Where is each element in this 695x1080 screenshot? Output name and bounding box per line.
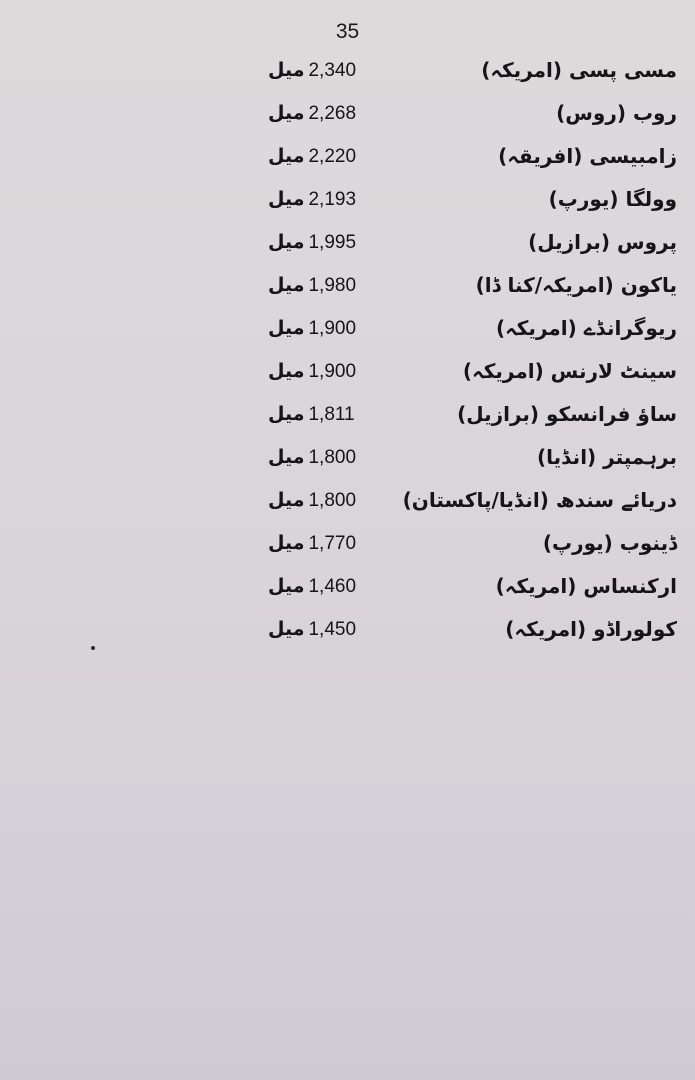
- river-distance: [268, 55, 368, 86]
- river-row: [0, 268, 695, 311]
- river-distance: [268, 399, 368, 430]
- distance-value: 1,980: [308, 275, 357, 296]
- distance-value: 2,268: [308, 103, 357, 124]
- distance-unit: میل: [268, 102, 305, 124]
- river-row: [0, 612, 695, 655]
- distance-value: 1,770: [308, 533, 357, 554]
- river-distance: [268, 98, 368, 129]
- river-row: [0, 53, 695, 96]
- river-name: یاکون (امریکہ/کنا ڈا): [475, 273, 677, 297]
- river-name: وولگا (یورپ): [548, 187, 677, 211]
- distance-unit: میل: [268, 188, 305, 210]
- river-name: کولوراڈو (امریکہ): [505, 617, 677, 641]
- distance-unit: میل: [268, 274, 305, 296]
- distance-value: 1,800: [308, 447, 357, 468]
- distance-unit: میل: [268, 532, 305, 554]
- river-length-list: [0, 53, 695, 655]
- river-row: [0, 440, 695, 483]
- distance-value: 1,800: [308, 490, 357, 511]
- river-distance: [268, 270, 368, 301]
- river-row: [0, 311, 695, 354]
- distance-value: 2,193: [308, 189, 357, 210]
- river-distance: [268, 227, 368, 258]
- distance-unit: میل: [268, 489, 305, 511]
- river-row: [0, 526, 695, 569]
- stray-dot: [91, 646, 95, 650]
- river-distance: [268, 571, 368, 602]
- distance-unit: میل: [268, 360, 305, 382]
- river-row: [0, 96, 695, 139]
- river-row: [0, 569, 695, 612]
- river-name: مسی پسی (امریکہ): [481, 58, 677, 82]
- river-name: روب (روس): [556, 101, 677, 125]
- distance-unit: میل: [268, 446, 305, 468]
- distance-unit: میل: [268, 59, 305, 81]
- river-distance: [268, 614, 368, 645]
- distance-unit: میل: [268, 575, 305, 597]
- distance-unit: میل: [268, 403, 305, 425]
- river-distance: [268, 184, 368, 215]
- river-name: ڈینوب (یورپ): [542, 531, 677, 555]
- river-distance: [268, 442, 368, 473]
- distance-unit: میل: [268, 145, 305, 167]
- river-row: [0, 397, 695, 440]
- distance-value: 1,900: [308, 361, 357, 382]
- river-name: پروس (برازیل): [528, 230, 677, 254]
- page-number: 35: [335, 20, 360, 43]
- distance-value: 2,340: [308, 60, 357, 81]
- river-name: ریوگرانڈے (امریکہ): [495, 316, 677, 340]
- river-distance: [268, 528, 368, 559]
- distance-value: 1,995: [308, 232, 357, 253]
- distance-value: 1,460: [308, 576, 357, 597]
- river-row: [0, 139, 695, 182]
- river-name: برہمپتر (انڈیا): [536, 445, 677, 469]
- distance-unit: میل: [268, 618, 305, 640]
- river-distance: [268, 141, 368, 172]
- river-distance: [268, 485, 368, 516]
- distance-value: 2,220: [308, 146, 357, 167]
- distance-value: 1,900: [308, 318, 357, 339]
- river-name: سینٹ لارنس (امریکہ): [462, 359, 677, 383]
- distance-value: 1,811: [308, 404, 355, 425]
- river-name: ارکنساس (امریکہ): [495, 574, 677, 598]
- river-name: زامبیسی (افریقہ): [498, 144, 677, 168]
- river-distance: [268, 313, 368, 344]
- river-row: [0, 182, 695, 225]
- river-row: [0, 483, 695, 526]
- distance-unit: میل: [268, 231, 305, 253]
- river-distance: [268, 356, 368, 387]
- distance-unit: میل: [268, 317, 305, 339]
- river-row: [0, 354, 695, 397]
- distance-value: 1,450: [308, 619, 357, 640]
- river-row: [0, 225, 695, 268]
- river-name: دریائے سندھ (انڈیا/پاکستان): [402, 488, 677, 512]
- river-name: ساؤ فرانسکو (برازیل): [457, 402, 677, 426]
